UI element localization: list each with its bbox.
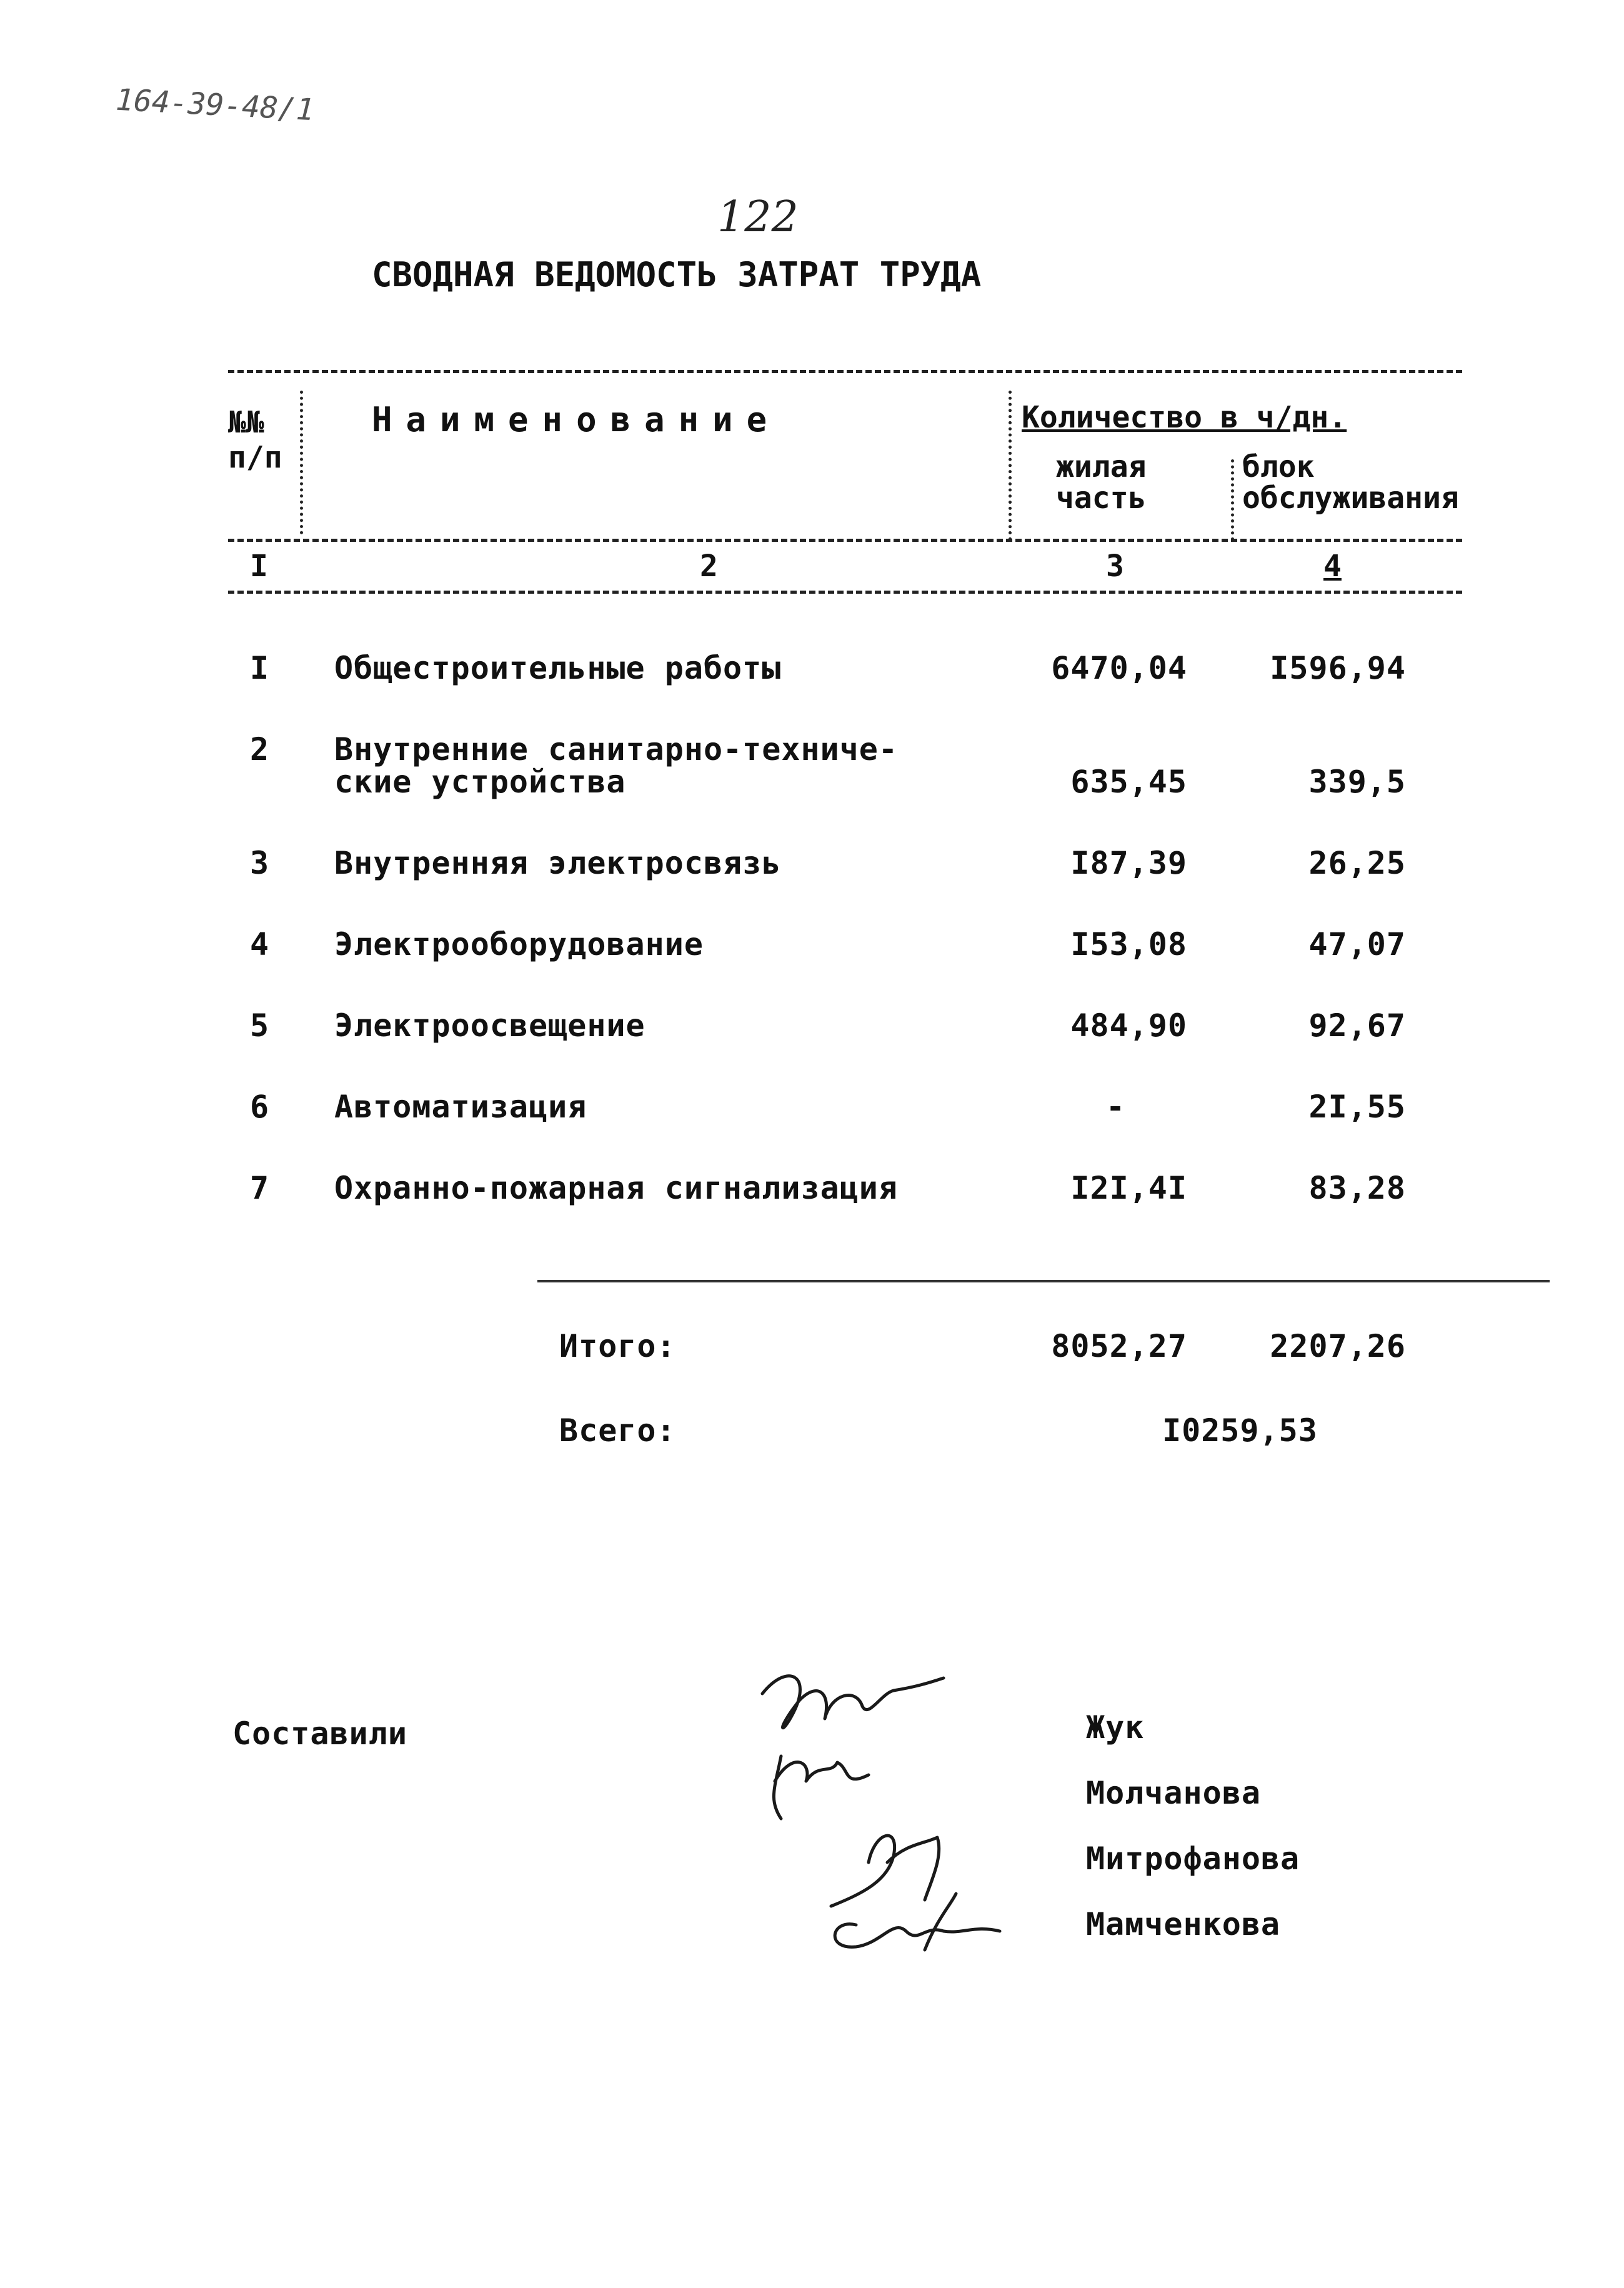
row-residential: 635,45	[1070, 764, 1187, 800]
colnum-1: I	[250, 549, 268, 584]
row-residential: -	[1106, 1089, 1126, 1125]
compilers-label: Составили	[232, 1716, 407, 1752]
row-number: 3	[250, 845, 270, 881]
page-number: 122	[717, 192, 799, 242]
totals-rule	[537, 1280, 1550, 1282]
row-name: Электроосвещение	[334, 1007, 645, 1044]
compiler-name: Мамченкова	[1086, 1906, 1281, 1942]
colnum-3: 3	[1106, 549, 1124, 584]
header-num: №№ п/п	[228, 405, 282, 475]
subtotal-residential: 8052,27	[1051, 1328, 1187, 1364]
total-label: Всего:	[559, 1412, 676, 1449]
compiler-name: Жук	[1086, 1709, 1145, 1746]
table-top-rule	[228, 370, 1462, 373]
col-divider-1	[300, 391, 303, 534]
row-service: 2I,55	[1308, 1089, 1406, 1125]
row-service: 47,07	[1308, 926, 1406, 962]
row-number: 4	[250, 926, 270, 962]
row-name: Автоматизация	[334, 1089, 587, 1125]
row-service: 26,25	[1308, 845, 1406, 881]
subtotal-label: Итого:	[559, 1328, 676, 1364]
row-number: 5	[250, 1007, 270, 1044]
colnum-bottom-rule	[228, 591, 1462, 594]
page-title: СВОДНАЯ ВЕДОМОСТЬ ЗАТРАТ ТРУДА	[372, 255, 982, 294]
header-quantity: Количество в ч/дн.	[1022, 400, 1347, 435]
row-name-line-2: ские устройства	[334, 764, 626, 800]
colnum-4: 4	[1323, 549, 1342, 584]
subtotal-service: 2207,26	[1270, 1328, 1406, 1364]
header-name: Наименование	[372, 400, 781, 439]
col-divider-3	[1231, 459, 1234, 541]
row-number: 7	[250, 1170, 270, 1206]
header-bottom-rule	[228, 539, 1462, 542]
handwritten-signatures	[737, 1656, 1087, 1969]
row-name: Электрооборудование	[334, 926, 704, 962]
compiler-name: Молчанова	[1086, 1775, 1261, 1811]
row-service: 339,5	[1308, 764, 1406, 800]
row-residential: I87,39	[1070, 845, 1187, 881]
row-number: I	[250, 650, 270, 686]
total-value: I0259,53	[1162, 1412, 1318, 1449]
header-service: блок обслуживания	[1242, 449, 1459, 516]
row-residential: I2I,4I	[1070, 1170, 1187, 1206]
row-residential: 6470,04	[1051, 650, 1187, 686]
colnum-2: 2	[700, 549, 718, 584]
row-name-line-1: Внутренние санитарно-техниче-	[334, 731, 898, 767]
document-code: 164-39-48/1	[114, 82, 316, 128]
col-divider-2	[1009, 391, 1012, 541]
row-number: 2	[250, 731, 270, 767]
row-service: I596,94	[1270, 650, 1406, 686]
row-name: Общестроительные работы	[334, 650, 782, 686]
row-residential: I53,08	[1070, 926, 1187, 962]
row-service: 83,28	[1308, 1170, 1406, 1206]
row-name: Охранно-пожарная сигнализация	[334, 1170, 898, 1206]
row-service: 92,67	[1308, 1007, 1406, 1044]
row-name: Внутренняя электросвязь	[334, 845, 782, 881]
compiler-name: Митрофанова	[1086, 1841, 1300, 1877]
header-residential: жилая часть	[1056, 449, 1147, 516]
row-residential: 484,90	[1070, 1007, 1187, 1044]
row-number: 6	[250, 1089, 270, 1125]
